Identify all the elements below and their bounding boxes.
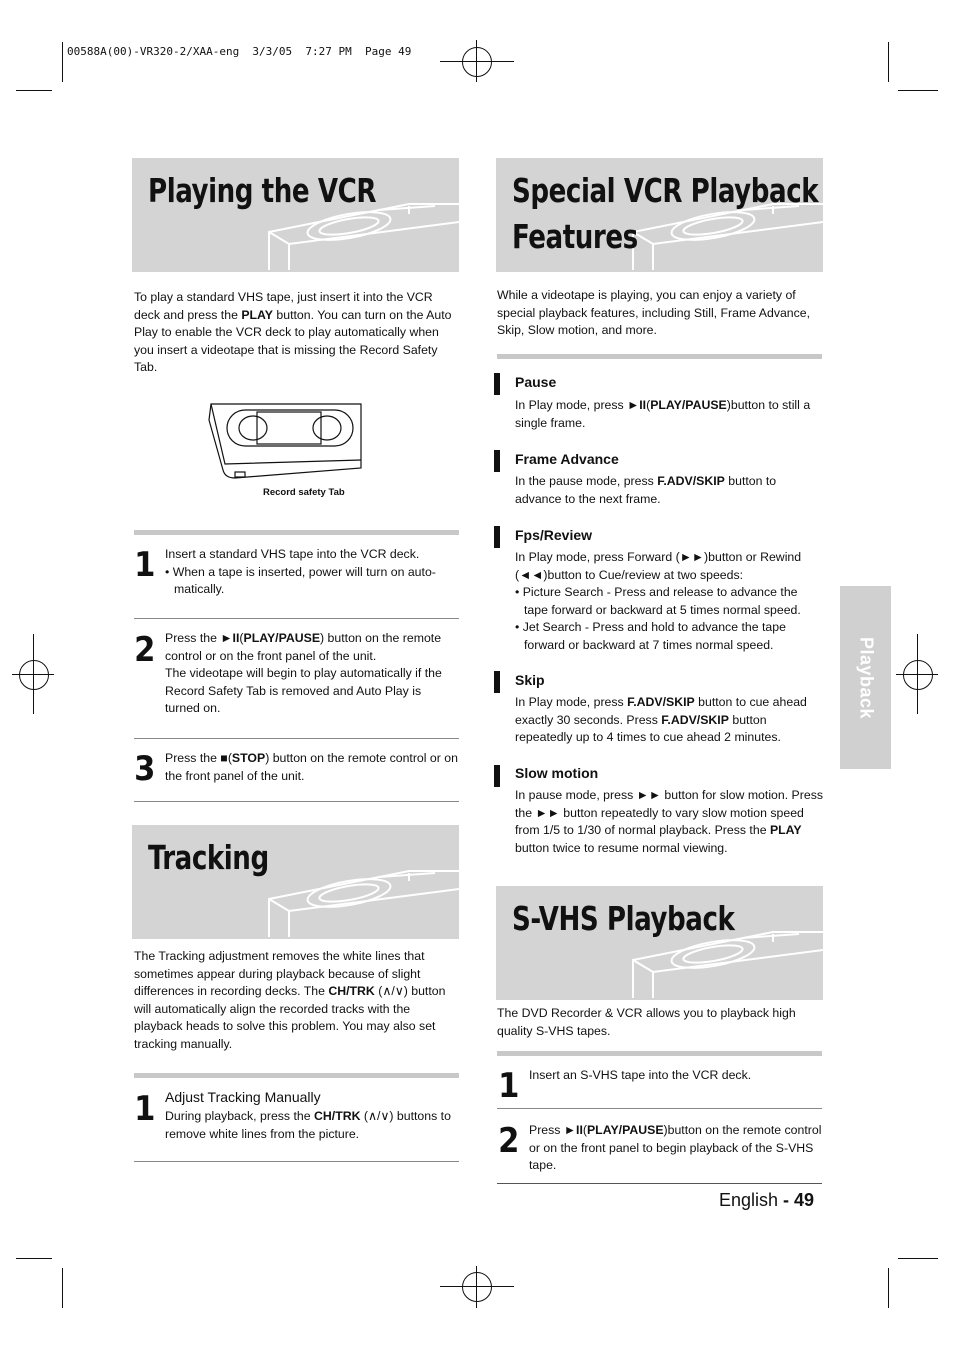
skip-text: In Play mode, press F.ADV/SKIP button to cue ahead exactly 30 seconds. Press F.ADV/SKIP button repeatedly up to 4 times to cue ahead 2 minutes. (515, 695, 807, 745)
vhs-tape-icon (259, 192, 459, 272)
step-number: 1 (134, 545, 156, 585)
rule (134, 618, 459, 619)
section-title-line-1: Special VCR Playback (512, 171, 819, 210)
crop-mark (62, 1268, 63, 1308)
step-heading: Adjust Tracking Manually (165, 1089, 321, 1105)
registration-mark (19, 660, 49, 690)
playing-intro: To play a standard VHS tape, just insert it into the VCR deck and press the PLAY button. You can turn on the Auto Play to enable the VCR deck to play automatically when you insert a videotape that is missing the Record Safety Tab. (134, 290, 452, 375)
section-title: Tracking (148, 838, 269, 877)
crop-mark (16, 1258, 52, 1259)
heading-bar (494, 450, 500, 472)
footer-language: English (719, 1190, 779, 1210)
step-number: 1 (498, 1066, 520, 1106)
crop-mark (16, 90, 52, 91)
heading-bar (494, 373, 500, 395)
crop-mark (888, 42, 889, 82)
registration-mark (903, 660, 933, 690)
feature-heading: Slow motion (515, 765, 599, 781)
registration-mark (462, 47, 492, 77)
section-title: Playing the VCR (148, 171, 377, 210)
side-tab-label: Playback (856, 636, 876, 719)
page-number: 49 (794, 1190, 815, 1210)
section-banner-playing (132, 158, 459, 272)
section-title: S-VHS Playback (512, 899, 735, 938)
section-banner-special (496, 158, 823, 272)
step-number: 2 (134, 630, 156, 670)
section-side-tab (840, 586, 891, 769)
crop-mark (888, 1268, 889, 1308)
slow-motion-text: In pause mode, press ►► button for slow motion. Press the ►► button repeatedly to vary slow motion speed from 1/5 to 1/30 of normal playback. Press the PLAY button twice to resume normal viewing. (515, 788, 823, 855)
heading-bar (494, 526, 500, 548)
crop-mark (898, 1258, 938, 1259)
rule (134, 738, 459, 739)
page-footer: English - 49 (719, 1190, 815, 1210)
registration-mark (462, 1272, 492, 1302)
crop-mark (62, 42, 63, 82)
step-3-text: Press the ■(STOP) button on the remote control or on the front panel of the unit. (165, 751, 458, 783)
heading-bar (494, 671, 500, 693)
special-intro: While a videotape is playing, you can enjoy a variety of special playback features, including Still, Frame Advance, Skip, Slow motion, and more. (497, 288, 811, 338)
heading-bar (494, 765, 500, 787)
svhs-step-1-text: Insert an S-VHS tape into the VCR deck. (529, 1068, 752, 1082)
vhs-tape-icon (623, 920, 823, 1000)
svhs-intro: The DVD Recorder & VCR allows you to playback high quality S-VHS tapes. (497, 1006, 796, 1038)
rule (497, 1051, 822, 1056)
vhs-tape-icon (259, 859, 459, 939)
vhs-cassette-figure (205, 400, 370, 485)
rule (497, 1108, 822, 1109)
rule (134, 801, 459, 802)
section-title-line-2: Features (512, 217, 638, 256)
section-banner-tracking (132, 825, 459, 939)
rule (497, 1183, 822, 1184)
rule (497, 354, 822, 359)
step-1-text: Insert a standard VHS tape into the VCR deck. • When a tape is inserted, power will turn on auto-matically. (165, 547, 436, 597)
feature-heading: Skip (515, 672, 545, 688)
step-2-text: Press the ►II(PLAY/PAUSE) button on the remote control or on the front panel of the unit. The videotape will begin to play automatically if the Record Safety Tab is removed and Auto Play is turned on. (165, 631, 442, 716)
step-number: 3 (134, 749, 156, 789)
step-number: 1 (134, 1089, 156, 1129)
rule (134, 530, 459, 535)
step-number: 2 (498, 1121, 520, 1161)
feature-heading: Fps/Review (515, 527, 593, 543)
print-header: 00588A(00)-VR320-2/XAA-eng 3/3/05 7:27 PM Page 49 (67, 45, 412, 58)
feature-heading: Frame Advance (515, 451, 619, 467)
crop-mark (898, 90, 938, 91)
svhs-step-2-text: Press ►II(PLAY/PAUSE)button on the remote control or on the front panel to begin playback of the S-VHS tape. (529, 1123, 822, 1173)
fps-review-text: In Play mode, press Forward (►►)button or Rewind (◄◄)button to Cue/review at two speeds: • Picture Search - Press and release to advance the tape forward or backward at 5 times normal speed. • Jet Search - Press and hold to advance the tape forward or backward at 7 times normal speed. (515, 550, 802, 652)
tracking-intro: The Tracking adjustment removes the white lines that sometimes appear during playback because of slight differences in recording decks. The CH/TRK (∧/∨) button will automatically align the recorded tracks with the playback heads to solve this problem. You may also set tracking manually. (134, 949, 446, 1051)
pause-text: In Play mode, press ►II(PLAY/PAUSE)button to still a single frame. (515, 398, 811, 430)
figure-caption: Record safety Tab (263, 487, 345, 498)
tracking-step-text: During playback, press the CH/TRK (∧/∨) buttons to remove white lines from the picture. (165, 1109, 451, 1141)
rule (134, 1073, 459, 1078)
section-banner-svhs (496, 886, 823, 1000)
rule (134, 1161, 459, 1162)
frame-advance-text: In the pause mode, press F.ADV/SKIP button to advance to the next frame. (515, 474, 777, 506)
feature-heading: Pause (515, 374, 557, 390)
